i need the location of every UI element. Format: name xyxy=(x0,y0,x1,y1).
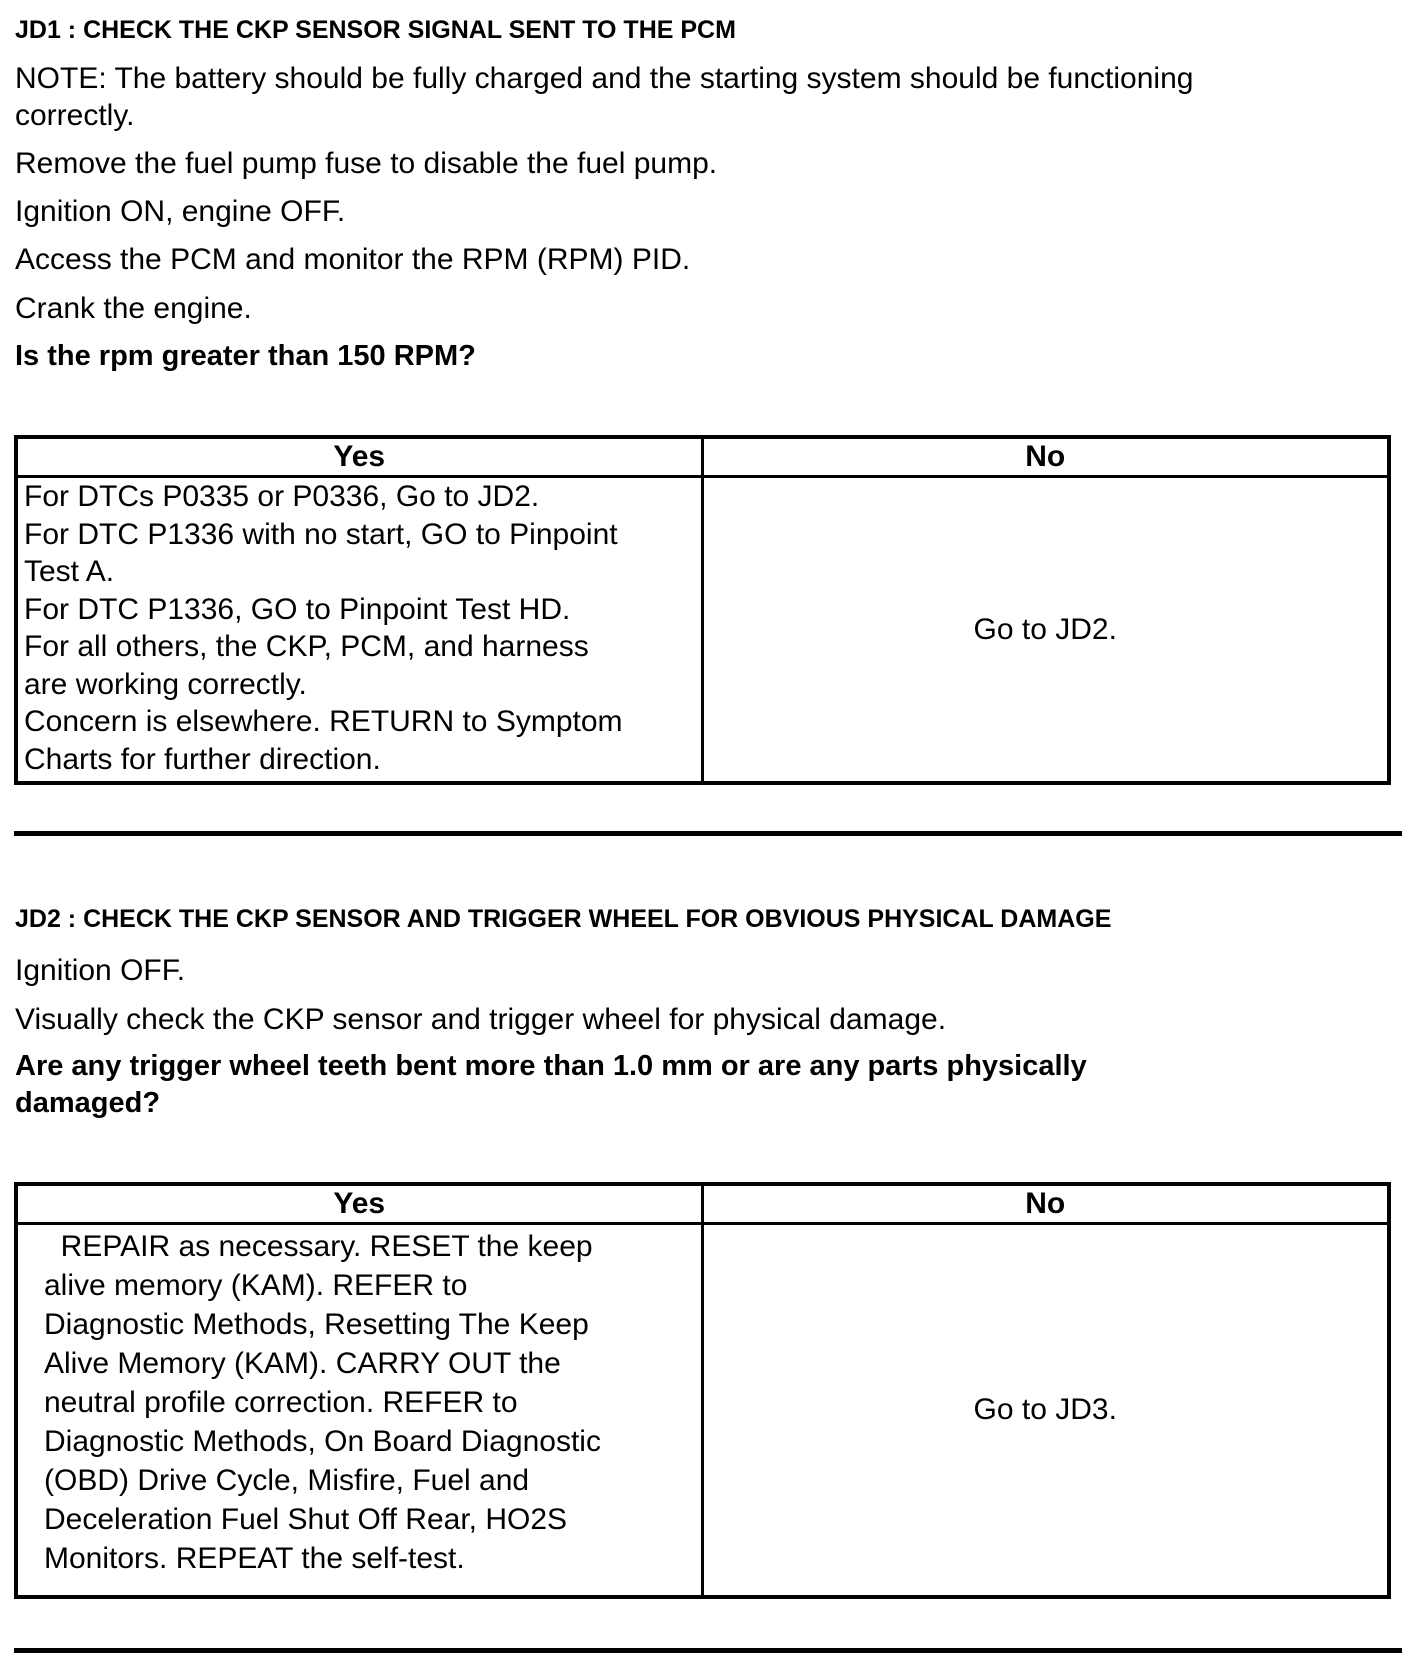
no-cell: Go to JD3. xyxy=(702,1224,1389,1598)
yes-line: (OBD) Drive Cycle, Misfire, Fuel and xyxy=(44,1464,530,1497)
jd1-result-table xyxy=(14,435,1391,785)
section-divider xyxy=(14,1648,1402,1653)
yes-cell xyxy=(16,477,702,784)
yes-line: REPAIR as necessary. RESET the keep xyxy=(44,1230,593,1263)
jd2-step: Visually check the CKP sensor and trigger wheel for physical damage. xyxy=(15,1003,947,1036)
no-header: No xyxy=(702,437,1389,477)
yes-line: Charts for further direction. xyxy=(24,742,381,776)
jd1-step: correctly. xyxy=(15,99,135,132)
jd1-question: Is the rpm greater than 150 RPM? xyxy=(15,340,476,372)
jd1-title: JD1 : CHECK THE CKP SENSOR SIGNAL SENT TO THE PCM xyxy=(15,16,736,44)
yes-line: For DTC P1336 with no start, GO to Pinpoint xyxy=(24,517,618,551)
yes-line: For DTCs P0335 or P0336, Go to JD2. xyxy=(24,480,540,513)
no-header: No xyxy=(702,1184,1389,1224)
yes-line: Monitors. REPEAT the self-test. xyxy=(44,1542,465,1575)
yes-line: For all others, the CKP, PCM, and harness xyxy=(24,630,589,663)
jd1-step: Ignition ON, engine OFF. xyxy=(15,195,346,228)
yes-cell xyxy=(16,1224,702,1598)
yes-line: alive memory (KAM). REFER to xyxy=(44,1269,468,1302)
yes-line: Test A. xyxy=(24,555,115,588)
jd2-title: JD2 : CHECK THE CKP SENSOR AND TRIGGER WHEEL FOR OBVIOUS PHYSICAL DAMAGE xyxy=(15,905,1112,933)
yes-header: Yes xyxy=(16,437,702,477)
jd1-step: Remove the fuel pump fuse to disable the fuel pump. xyxy=(15,147,718,180)
yes-line: Deceleration Fuel Shut Off Rear, HO2S xyxy=(44,1503,568,1536)
jd2-step: Ignition OFF. xyxy=(15,954,186,987)
jd2-result-table xyxy=(14,1182,1391,1599)
yes-line: neutral profile correction. REFER to xyxy=(44,1386,518,1419)
yes-line: Concern is elsewhere. RETURN to Symptom xyxy=(24,705,623,738)
yes-line: Alive Memory (KAM). CARRY OUT the xyxy=(44,1347,561,1380)
section-divider xyxy=(14,831,1402,836)
yes-line: Diagnostic Methods, On Board Diagnostic xyxy=(44,1425,601,1458)
jd1-step: Access the PCM and monitor the RPM (RPM) PID. xyxy=(15,243,691,276)
jd2-question: damaged? xyxy=(15,1087,161,1119)
yes-line: are working correctly. xyxy=(24,667,307,701)
no-cell: Go to JD2. xyxy=(702,477,1389,784)
yes-line: For DTC P1336, GO to Pinpoint Test HD. xyxy=(24,592,571,626)
jd2-question: Are any trigger wheel teeth bent more than 1.0 mm or are any parts physically xyxy=(15,1050,1087,1082)
jd1-step: NOTE: The battery should be fully charged and the starting system should be functioning xyxy=(15,62,1194,95)
yes-header: Yes xyxy=(16,1184,702,1224)
yes-line: Diagnostic Methods, Resetting The Keep xyxy=(44,1308,589,1341)
jd1-step: Crank the engine. xyxy=(15,292,252,325)
